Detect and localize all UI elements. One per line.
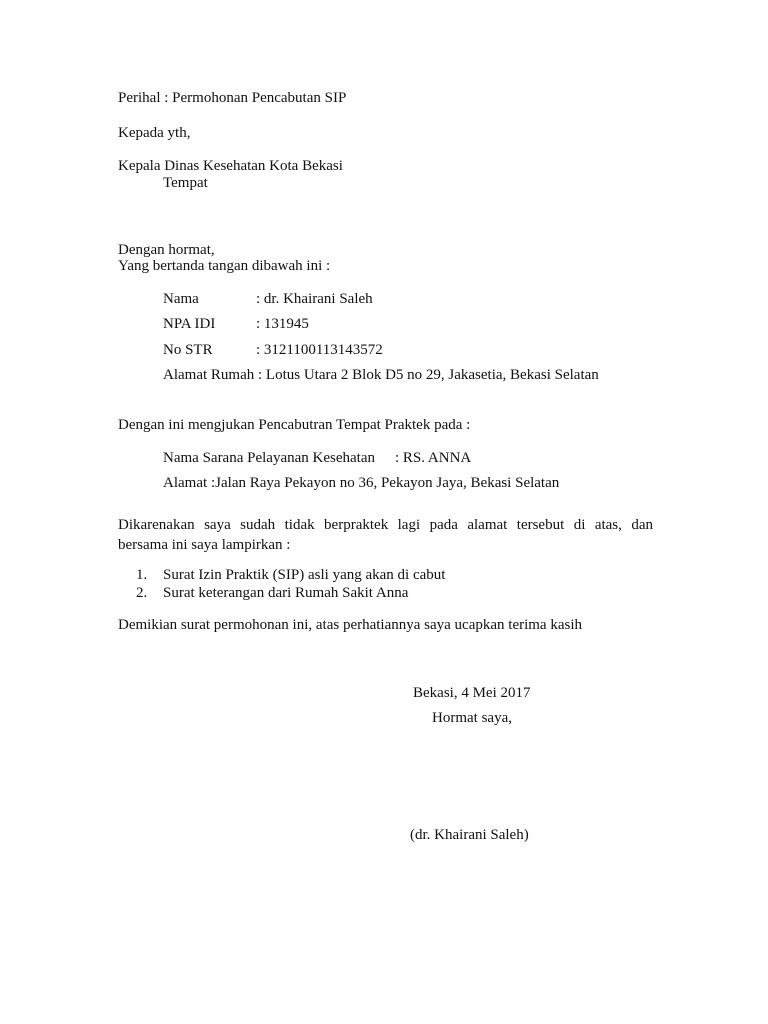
reason-paragraph (118, 515, 653, 555)
closing-line: Demikian surat permohonan ini, atas perhatiannya saya ucapkan terima kasih (118, 617, 583, 633)
subject-line: Perihal : Permohonan Pencabutan SIP (118, 90, 347, 106)
facility-address-row (163, 473, 559, 493)
facility-address-value: :Jalan Raya Pekayon no 36, Pekayon Jaya, Bekasi Selatan (211, 475, 560, 491)
reason-line-1: Dikarenakan saya sudah tidak berpraktek lagi pada alamat tersebut di atas, dan (118, 517, 653, 533)
request-intro: Dengan ini mengjukan Pencabutran Tempat Praktek pada : (118, 417, 471, 433)
identity-npa-value: : 131945 (256, 316, 309, 332)
facility-name-label: Nama Sarana Pelayanan Kesehatan (163, 450, 375, 466)
recipient-place: Tempat (163, 175, 208, 191)
identity-address-label: Alamat Rumah (163, 367, 255, 383)
identity-npa-row (163, 314, 309, 334)
greeting: Dengan hormat, (118, 242, 215, 258)
attachment-item (136, 566, 445, 584)
identity-str-label: No STR (163, 342, 213, 358)
place-date: Bekasi, 4 Mei 2017 (413, 685, 531, 701)
facility-name-row (163, 448, 471, 468)
facility-address-label: Alamat (163, 475, 208, 491)
attachment-number: 2. (136, 585, 148, 601)
identity-str-row (163, 340, 383, 360)
attachments-list (136, 566, 445, 602)
attachment-number: 1. (136, 567, 148, 583)
identity-address-value: : Lotus Utara 2 Blok D5 no 29, Jakasetia, Bekasi Selatan (258, 367, 599, 383)
identity-address-row (163, 365, 599, 385)
identity-npa-label: NPA IDI (163, 316, 216, 332)
identity-name-row (163, 289, 373, 309)
signatory-name: (dr. Khairani Saleh) (410, 827, 529, 843)
attachment-text: Surat keterangan dari Rumah Sakit Anna (163, 585, 409, 601)
attachment-item (136, 584, 445, 602)
identity-name-label: Nama (163, 291, 199, 307)
sign-off: Hormat saya, (432, 710, 512, 726)
attachment-text: Surat Izin Praktik (SIP) asli yang akan di cabut (163, 567, 446, 583)
identity-name-value: : dr. Khairani Saleh (256, 291, 373, 307)
intro-line: Yang bertanda tangan dibawah ini : (118, 258, 331, 274)
reason-line-2: bersama ini saya lampirkan : (118, 537, 291, 553)
identity-str-value: : 3121100113143572 (256, 342, 383, 358)
facility-name-value: : RS. ANNA (395, 450, 472, 466)
recipient-prefix: Kepada yth, (118, 125, 191, 141)
recipient-name: Kepala Dinas Kesehatan Kota Bekasi (118, 158, 343, 174)
